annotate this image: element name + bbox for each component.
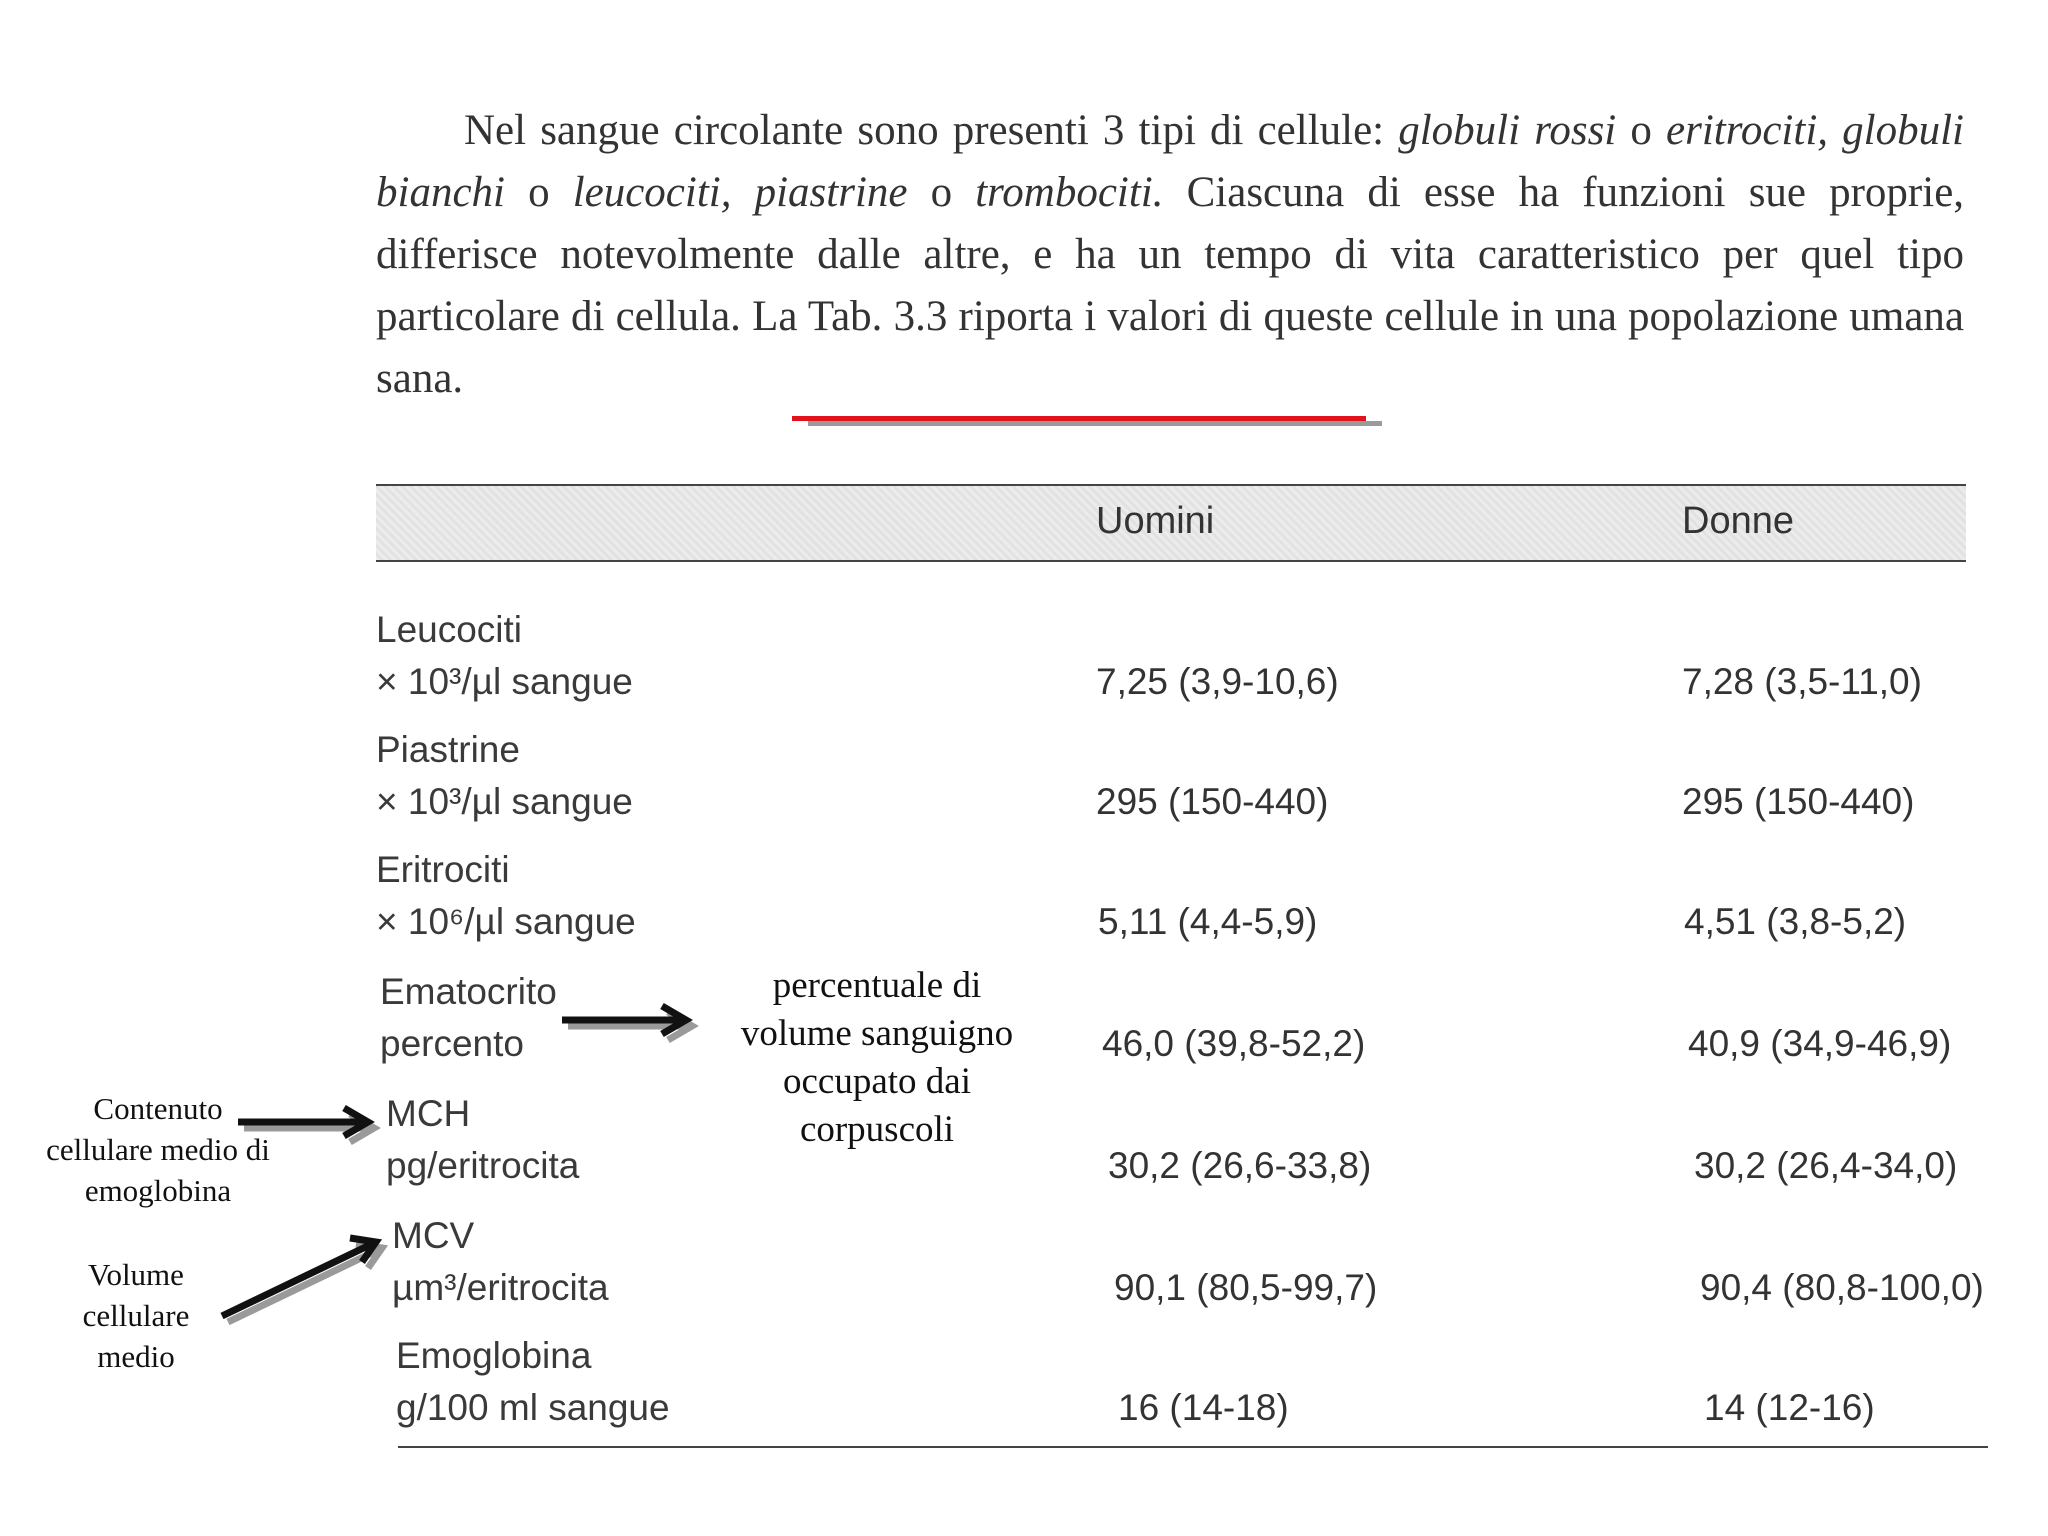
- value-men-mch: 30,2 (26,6-33,8): [1108, 1145, 1372, 1186]
- row-unit: g/100 ml sangue: [396, 1387, 670, 1428]
- value-women-eritrociti: 4,51 (3,8-5,2): [1684, 901, 1907, 942]
- value-men-mcv: 90,1 (80,5-99,7): [1114, 1267, 1378, 1308]
- row-name: Piastrine: [376, 729, 520, 770]
- paragraph-italic: trombociti.: [975, 169, 1164, 216]
- annotation-line: cellulare: [82, 1298, 190, 1333]
- row-name: MCV: [392, 1215, 475, 1256]
- row-unit: × 10⁶/µl sangue: [376, 901, 636, 942]
- value-women-piastrine: 295 (150-440): [1682, 781, 1915, 822]
- row-name: Leucociti: [376, 609, 523, 650]
- annotation-line: emoglobina: [84, 1173, 232, 1208]
- value-men-piastrine: 295 (150-440): [1096, 781, 1329, 822]
- paragraph-italic: eritrociti, globuli bianchi: [376, 107, 1964, 216]
- row-name: MCH: [386, 1093, 471, 1134]
- paragraph-text: o: [504, 169, 573, 216]
- row-unit: × 10³/µl sangue: [376, 781, 633, 822]
- value-men-leucociti: 7,25 (3,9-10,6): [1096, 661, 1339, 702]
- value-men-eritrociti: 5,11 (4,4-5,9): [1098, 901, 1318, 942]
- value-women-ematocrito: 40,9 (34,9-46,9): [1688, 1023, 1952, 1064]
- paragraph-text: o: [1616, 107, 1666, 154]
- annotation-line: Contenuto: [93, 1091, 223, 1126]
- value-men-ematocrito: 46,0 (39,8-52,2): [1102, 1023, 1366, 1064]
- paragraph-text: Nel sangue circolante sono presenti 3 tipi di cellule:: [464, 107, 1399, 154]
- annotation-line: occupato dai: [783, 1061, 971, 1102]
- row-unit: × 10³/µl sangue: [376, 661, 633, 702]
- row-unit: percento: [380, 1023, 524, 1064]
- paragraph-text: Ciascuna di esse ha funzioni sue proprie, differisce notevolmente dalle altre, e ha un tempo di vita caratteristico per quel tipo particolare di cellula. La Tab. 3.3 riporta i valori di queste cellule in una popolazione umana sana.: [376, 169, 1965, 402]
- arrow-icon: [238, 1108, 374, 1142]
- row-unit: µm³/eritrocita: [392, 1267, 609, 1308]
- row-name: Emoglobina: [396, 1335, 592, 1376]
- value-women-mcv: 90,4 (80,8-100,0): [1700, 1267, 1984, 1308]
- paragraph-text: o: [907, 169, 976, 216]
- annotation-line: cellulare medio di: [46, 1132, 270, 1167]
- column-header-women: Donne: [1682, 500, 1794, 542]
- value-women-leucociti: 7,28 (3,5-11,0): [1682, 661, 1922, 702]
- annotation-line: percentuale di: [772, 965, 982, 1006]
- annotation-line: corpuscoli: [799, 1109, 955, 1150]
- row-name: Ematocrito: [380, 971, 557, 1012]
- row-unit: pg/eritrocita: [386, 1145, 580, 1186]
- arrow-icon: [222, 1238, 382, 1322]
- annotation-line: medio: [97, 1339, 175, 1374]
- arrow-icon: [562, 1006, 692, 1040]
- row-name: Eritrociti: [376, 849, 510, 890]
- value-women-mch: 30,2 (26,4-34,0): [1694, 1145, 1958, 1186]
- paragraph-italic: leucociti, piastrine: [572, 169, 908, 216]
- column-header-men: Uomini: [1096, 500, 1215, 542]
- value-women-emoglobina: 14 (12-16): [1704, 1387, 1875, 1428]
- annotation-line: Volume: [88, 1257, 184, 1292]
- value-men-emoglobina: 16 (14-18): [1118, 1387, 1289, 1428]
- paragraph-italic: globuli rossi: [1398, 107, 1617, 154]
- annotation-line: volume sanguigno: [740, 1013, 1014, 1054]
